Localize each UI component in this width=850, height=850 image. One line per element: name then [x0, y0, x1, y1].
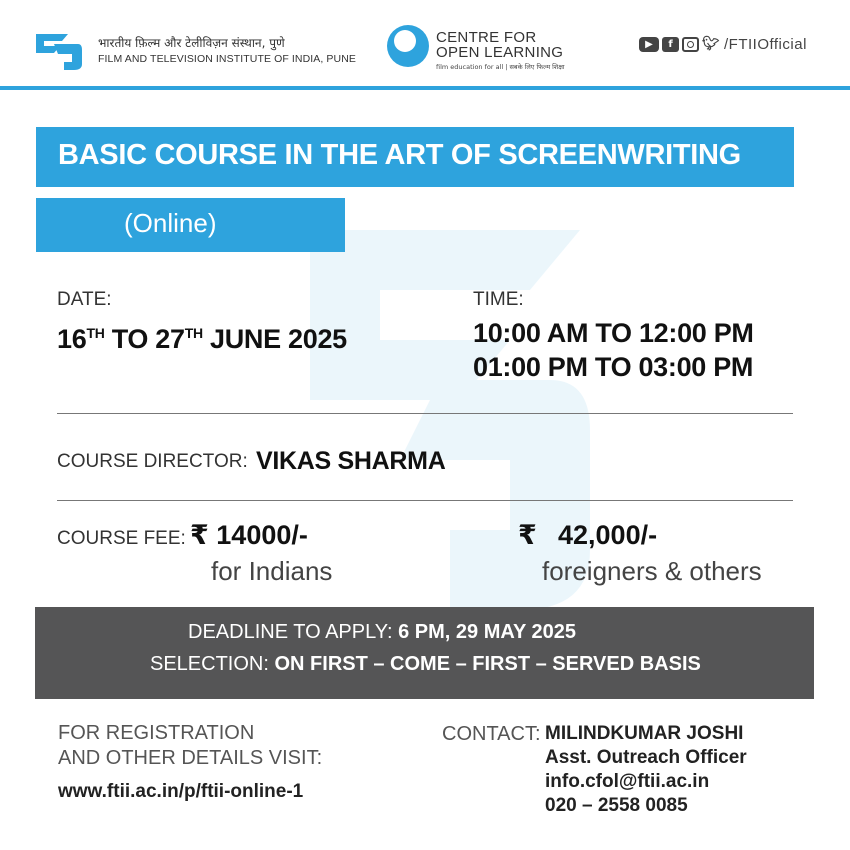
contact-role: Asst. Outreach Officer — [545, 747, 747, 768]
registration-url[interactable]: www.ftii.ac.in/p/ftii-online-1 — [58, 781, 304, 802]
youtube-icon[interactable]: ▶ — [639, 37, 659, 52]
deadline-line — [188, 621, 576, 644]
fee-foreign-symbol: ₹ — [518, 520, 537, 550]
selection-line — [150, 653, 701, 676]
course-title: BASIC COURSE IN THE ART OF SCREENWRITING — [58, 139, 741, 171]
deadline-value: 6 PM, 29 MAY 2025 — [398, 621, 576, 643]
fee-foreign-note: foreigners & others — [542, 556, 762, 586]
course-mode-banner — [36, 198, 345, 252]
time-slot-2: 01:00 PM TO 03:00 PM — [473, 352, 754, 382]
fee-indian-amount: ₹ 14000/- — [190, 520, 308, 550]
date-suffix-end: TH — [184, 325, 203, 341]
divider-2 — [57, 500, 793, 501]
ftii-english-name: FILM AND TELEVISION INSTITUTE OF INDIA, PUNE — [98, 53, 356, 65]
time-slot-1: 10:00 AM TO 12:00 PM — [473, 318, 754, 348]
ftii-logo — [34, 24, 84, 72]
time-label: TIME: — [473, 289, 524, 310]
contact-email[interactable]: info.cfol@ftii.ac.in — [545, 771, 710, 792]
director-label: COURSE DIRECTOR: — [57, 451, 248, 472]
facebook-icon[interactable]: f — [662, 37, 679, 52]
date-label: DATE: — [57, 289, 112, 310]
ftii-hindi-name: भारतीय फ़िल्म और टेलीविज़न संस्थान, पुणे — [98, 36, 285, 50]
cfol-tagline: film education for all | सबके लिए फिल्म शिक्षा — [436, 63, 565, 71]
selection-label: SELECTION: — [150, 653, 269, 675]
registration-line-2: AND OTHER DETAILS VISIT: — [58, 747, 323, 769]
date-value — [57, 316, 347, 356]
selection-value: ON FIRST – COME – FIRST – SERVED BASIS — [274, 653, 701, 675]
fee-label: COURSE FEE: — [57, 528, 186, 549]
ftii-watermark — [300, 230, 590, 610]
registration-label — [58, 721, 322, 771]
twitter-icon[interactable]: 🐦︎ — [702, 35, 720, 52]
date-suffix-start: TH — [86, 325, 105, 341]
course-title-banner — [36, 127, 794, 187]
director-name: VIKAS SHARMA — [256, 447, 446, 475]
contact-name: MILINDKUMAR JOSHI — [545, 723, 744, 744]
cfol-line-2: OPEN LEARNING — [436, 44, 564, 61]
header-divider — [0, 86, 850, 90]
instagram-icon[interactable] — [682, 37, 699, 52]
header — [0, 0, 850, 86]
cfol-name-block — [436, 30, 565, 71]
deadline-label: DEADLINE TO APPLY: — [188, 621, 393, 643]
contact-details — [545, 722, 747, 818]
social-handle[interactable]: /FTIIOfficial — [724, 35, 807, 53]
deadline-banner — [35, 607, 814, 699]
contact-label: CONTACT: — [442, 723, 541, 745]
cfol-logo — [385, 24, 431, 68]
fee-foreign-amount: 42,000/- — [558, 520, 658, 550]
ftii-name-block — [98, 36, 356, 66]
course-mode: (Online) — [124, 208, 217, 238]
registration-line-1: FOR REGISTRATION — [58, 722, 255, 744]
date-day-start: 16 — [57, 324, 87, 354]
contact-phone[interactable]: 020 – 2558 0085 — [545, 795, 688, 816]
date-range-mid: TO 27 — [104, 324, 185, 354]
social-links — [639, 35, 807, 53]
fee-indian-note: for Indians — [211, 556, 333, 586]
divider-1 — [57, 413, 793, 414]
date-month-year: JUNE 2025 — [202, 324, 347, 354]
cfol-line-1: CENTRE FOR — [436, 29, 537, 46]
